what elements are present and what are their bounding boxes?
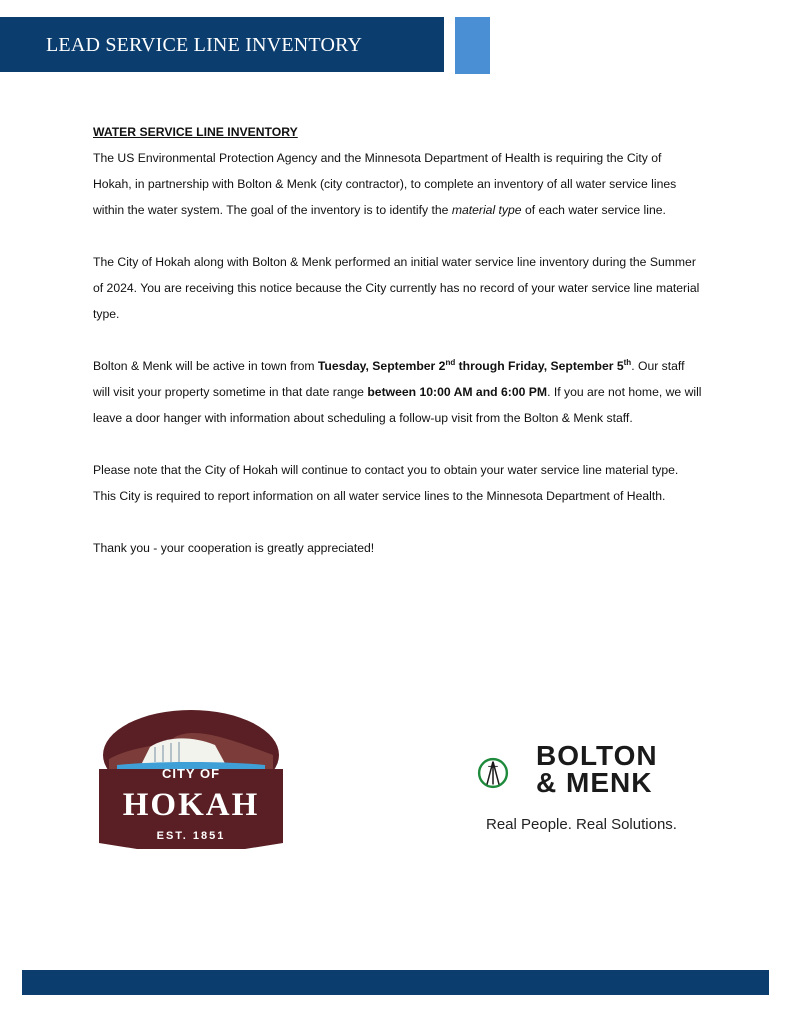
bolton-menk-tagline: Real People. Real Solutions. [486, 816, 677, 833]
hokah-est-text: EST. 1851 [156, 830, 226, 842]
header-accent-block [455, 17, 490, 74]
hokah-name-text: HOKAH [122, 787, 260, 823]
bolton-menk-wordmark: BOLTON & MENK [536, 740, 658, 798]
document-title: LEAD SERVICE LINE INVENTORY [46, 34, 363, 56]
paragraph-schedule: Bolton & Menk will be active in town from Tuesday, September 2nd through Friday, September 5th. Our staff will visit your property sometime in that date range between 10:00 AM and 6:00 PM. If you are not home, we will leave a door hanger with information about scheduling a follow-up visit from the Bolton & Menk staff. [93, 357, 702, 425]
bolton-menk-emblem [458, 738, 528, 808]
section-heading: WATER SERVICE LINE INVENTORY [93, 125, 298, 139]
paragraph-thanks: Thank you - your cooperation is greatly appreciated! [93, 541, 375, 555]
footer-bar [22, 970, 769, 995]
document-body [93, 119, 703, 587]
paragraph-initial-inventory: The City of Hokah along with Bolton & Menk performed an initial water service line inventory during the Summer of 2024. You are receiving this notice because the City currently has no record of your water service line material type. [93, 255, 700, 321]
paragraph-reporting: Please note that the City of Hokah will continue to contact you to obtain your water service line material type. This City is required to report information on all water service lines to the Minnesota Department of Health. [93, 463, 679, 503]
city-of-hokah-logo [95, 707, 287, 849]
hokah-city-of-text: CITY OF [161, 766, 221, 781]
paragraph-intro: The US Environmental Protection Agency and the Minnesota Department of Health is requiring the City of Hokah, in partnership with Bolton & Menk (city contractor), to complete an inventory of all water service lines within the water system. The goal of the inventory is to identify the material type of each water service line. [93, 151, 677, 217]
